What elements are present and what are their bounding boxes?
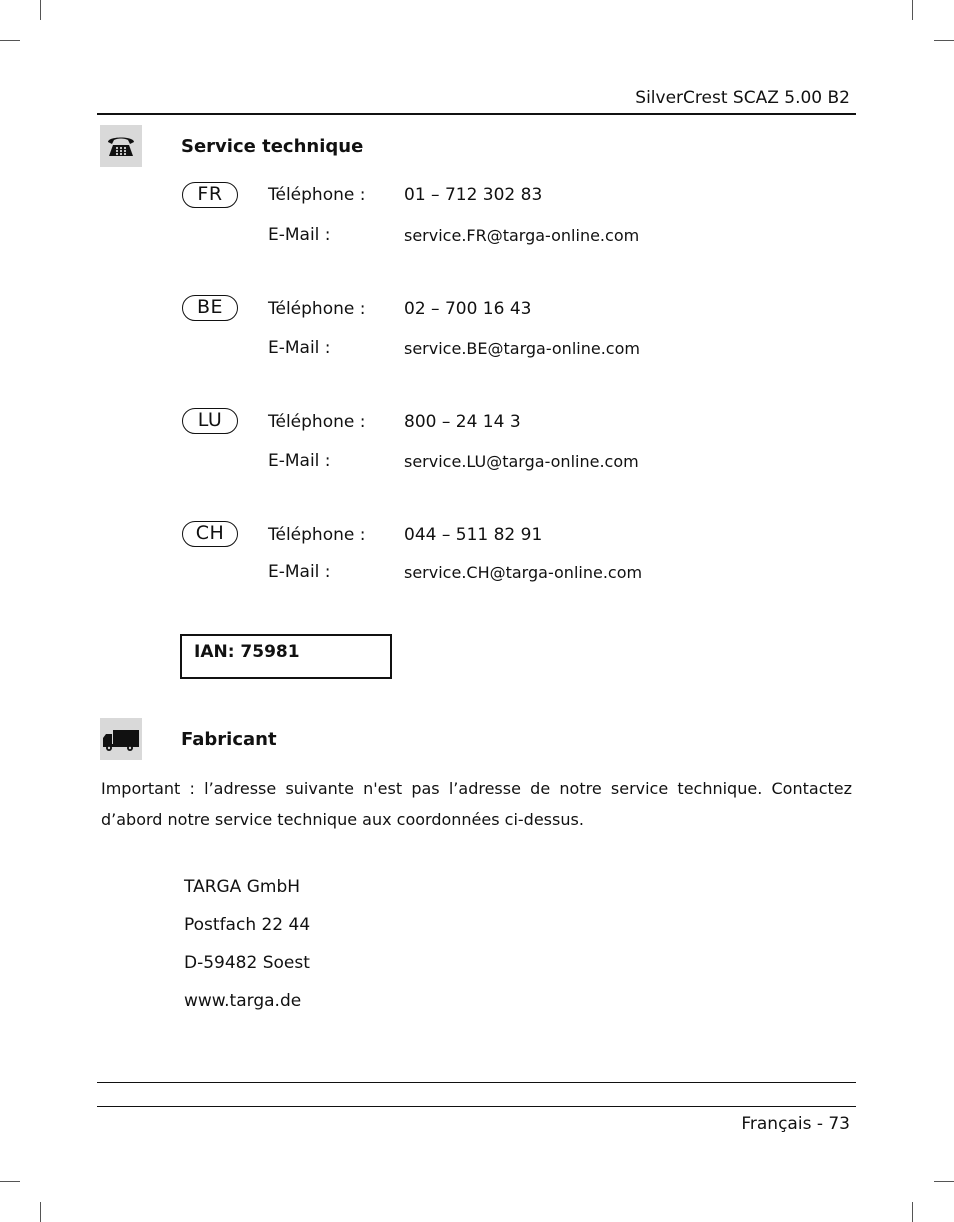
crop-mark xyxy=(40,0,41,20)
service-title: Service technique xyxy=(181,136,364,157)
crop-mark xyxy=(0,40,20,41)
email-label: E-Mail : xyxy=(268,451,331,471)
address-postbox: Postfach 22 44 xyxy=(184,915,311,935)
address-city: D-59482 Soest xyxy=(184,953,310,973)
email-address: service.CH@targa-online.com xyxy=(404,563,643,582)
truck-icon xyxy=(100,718,142,760)
phone-number: 800 – 24 14 3 xyxy=(404,412,521,432)
email-address: service.BE@targa-online.com xyxy=(404,339,640,358)
crop-mark xyxy=(934,1181,954,1182)
email-label: E-Mail : xyxy=(268,562,331,582)
footer-rule-top xyxy=(97,1082,856,1083)
note-line-1: Important : l’adresse suivante n'est pas l’adresse de notre service technique. Contactez xyxy=(101,779,852,798)
crop-mark xyxy=(934,40,954,41)
crop-mark xyxy=(912,0,913,20)
page-number: Français - 73 xyxy=(741,1114,850,1134)
phone-number: 02 – 700 16 43 xyxy=(404,299,532,319)
country-badge-fr: FR xyxy=(182,182,238,208)
telephone-icon xyxy=(100,125,142,167)
email-label: E-Mail : xyxy=(268,338,331,358)
phone-label: Téléphone : xyxy=(268,412,366,432)
address-website: www.targa.de xyxy=(184,991,302,1011)
manufacturer-title: Fabricant xyxy=(181,729,277,750)
crop-mark xyxy=(912,1202,913,1222)
ian-box: IAN: 75981 xyxy=(180,634,392,679)
header-rule xyxy=(97,113,856,115)
phone-label: Téléphone : xyxy=(268,525,366,545)
country-badge-ch: CH xyxy=(182,521,238,547)
crop-mark xyxy=(40,1202,41,1222)
phone-number: 01 – 712 302 83 xyxy=(404,185,543,205)
email-label: E-Mail : xyxy=(268,225,331,245)
address-company: TARGA GmbH xyxy=(184,877,301,897)
phone-label: Téléphone : xyxy=(268,299,366,319)
header-title: SilverCrest SCAZ 5.00 B2 xyxy=(635,88,850,108)
phone-number: 044 – 511 82 91 xyxy=(404,525,543,545)
country-badge-lu: LU xyxy=(182,408,238,434)
email-address: service.LU@targa-online.com xyxy=(404,452,639,471)
manufacturer-note xyxy=(101,773,852,835)
footer-rule-bottom xyxy=(97,1106,856,1107)
country-badge-be: BE xyxy=(182,295,238,321)
note-line-2: d’abord notre service technique aux coordonnées ci-dessus. xyxy=(101,810,584,829)
email-address: service.FR@targa-online.com xyxy=(404,226,640,245)
crop-mark xyxy=(0,1181,20,1182)
phone-label: Téléphone : xyxy=(268,185,366,205)
